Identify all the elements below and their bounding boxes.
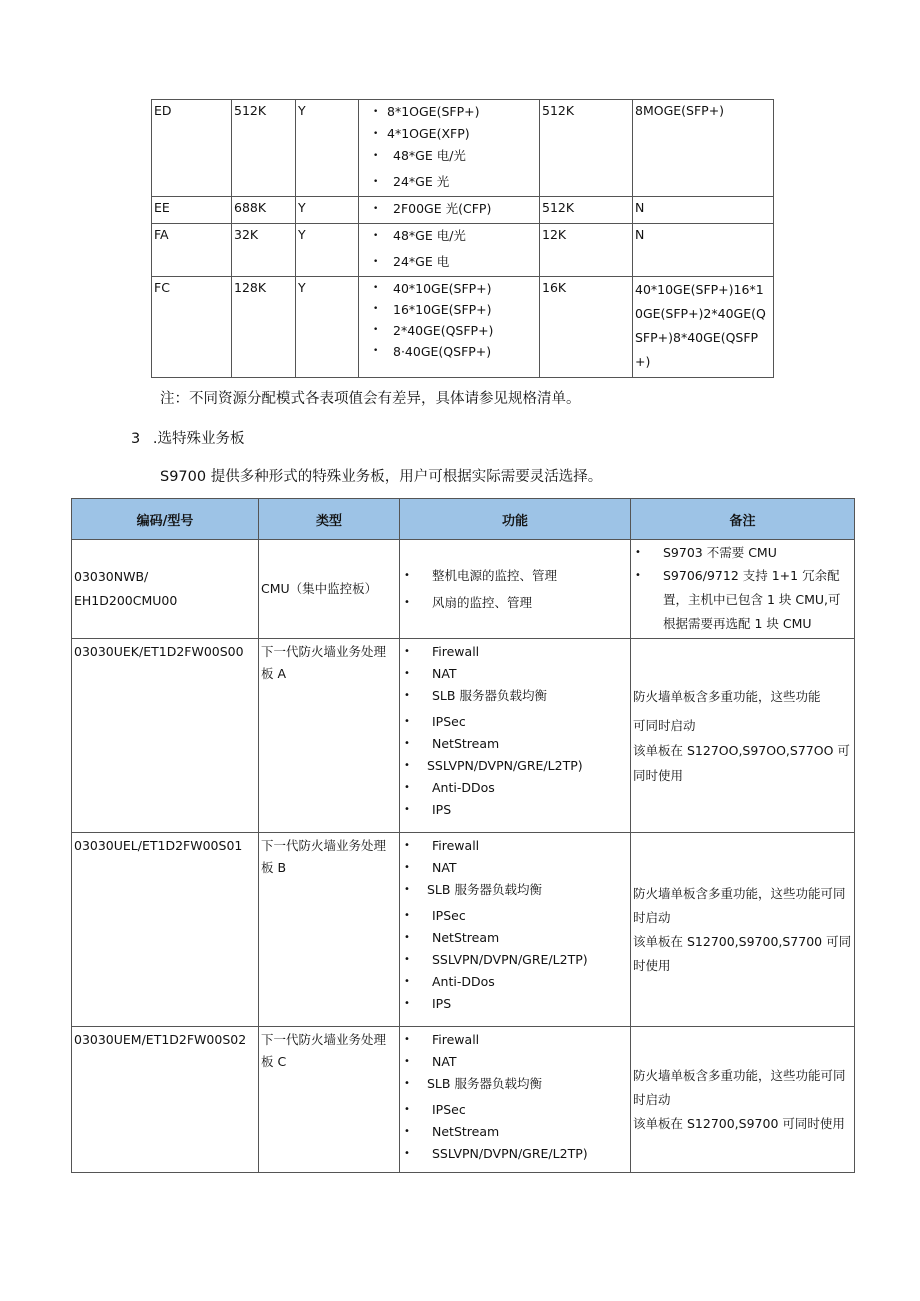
header-code: 编码/型号: [72, 499, 259, 540]
cell-function: [400, 639, 631, 833]
table-row: [72, 1027, 855, 1173]
cell-type: 下一代防火墙业务处理板 A: [259, 639, 400, 833]
header-type: 类型: [259, 499, 400, 540]
list-item: • NetStream: [402, 1121, 628, 1143]
list-item: • Anti-DDos: [402, 777, 628, 799]
remark-line: 防火墙单板含多重功能，这些功能可同时启动: [633, 1067, 846, 1107]
table-row: [72, 540, 855, 639]
cell-function: [400, 833, 631, 1027]
section-heading: [131, 427, 244, 448]
list-item: • SSLVPN/DVPN/GRE/L2TP): [402, 1143, 628, 1165]
service-board-table: [71, 498, 855, 1173]
table-header-row: [72, 499, 855, 540]
remark-line: 该单板在 S12700,S9700,S7700 可同时使用: [633, 933, 852, 973]
list-item: • 2F00GE 光(CFP): [373, 198, 537, 220]
cell-type: CMU（集中监控板）: [259, 540, 400, 639]
table-row: [152, 100, 774, 197]
list-item: • NetStream: [402, 927, 628, 949]
list-item: • Firewall: [402, 835, 628, 857]
cell: Y: [296, 197, 359, 224]
table-row: [152, 224, 774, 277]
remark-line: 可同时启动: [633, 717, 696, 733]
cell-type: 下一代防火墙业务处理板 B: [259, 833, 400, 1027]
list-item: • SSLVPN/DVPN/GRE/L2TP): [402, 949, 628, 971]
list-item: • SLB 服务器负载均衡: [402, 1073, 628, 1095]
cell-type: 下一代防火墙业务处理板 C: [259, 1027, 400, 1173]
cell-code: 03030UEK/ET1D2FW00S00: [72, 639, 259, 833]
cell: Y: [296, 224, 359, 277]
list-item: • 8·40GE(QSFP+): [373, 341, 537, 362]
cell: 40*10GE(SFP+)16*10GE(SFP+)2*40GE(QSFP+)8*40GE(QSFP+): [633, 277, 774, 378]
cell: N: [633, 224, 774, 277]
list-item: • S9703 不需要 CMU: [633, 542, 852, 564]
list-item: • S9706/9712 支持 1+1 冗余配置，主机中已包含 1 块 CMU,可根据需要再选配 1 块 CMU: [633, 564, 852, 636]
cell: 688K: [232, 197, 296, 224]
feature-cell: [359, 277, 540, 378]
list-item: • IPSec: [402, 905, 628, 927]
list-item: • 4*1OGE(XFP): [373, 123, 537, 145]
remark-line: 防火墙单板含多重功能，这些功能: [633, 688, 821, 704]
remark-line: 该单板在 S12700,S9700 可同时使用: [633, 1115, 845, 1131]
cell: 512K: [540, 100, 633, 197]
cell-code: 03030NWB/ EH1D200CMU00: [72, 540, 259, 639]
list-item: • 整机电源的监控、管理: [402, 562, 628, 589]
table-row: [152, 197, 774, 224]
list-item: • 48*GE 电/光: [373, 225, 537, 247]
list-item: • 2*40GE(QSFP+): [373, 320, 537, 341]
cell-function: [400, 540, 631, 639]
table-row: [152, 277, 774, 378]
cell: 128K: [232, 277, 296, 378]
list-item: • 8*1OGE(SFP+): [373, 101, 537, 123]
cell: 512K: [540, 197, 633, 224]
cell: 12K: [540, 224, 633, 277]
cell: FC: [152, 277, 232, 378]
table-row: [72, 639, 855, 833]
cell: 8MOGE(SFP+): [633, 100, 774, 197]
cell: 16K: [540, 277, 633, 378]
list-item: • NAT: [402, 857, 628, 879]
header-function: 功能: [400, 499, 631, 540]
cell: Y: [296, 277, 359, 378]
resource-table: [151, 99, 774, 378]
list-item: • IPSec: [402, 711, 628, 733]
remark-line: 防火墙单板含多重功能，这些功能可同时启动: [633, 885, 846, 925]
table-note: 注：不同资源分配模式各表项值会有差异，具体请参见规格清单。: [160, 391, 581, 407]
list-item: • NAT: [402, 663, 628, 685]
feature-cell: [359, 197, 540, 224]
cell-function: [400, 1027, 631, 1173]
cell-code: 03030UEM/ET1D2FW00S02: [72, 1027, 259, 1173]
cell-remark: [631, 540, 855, 639]
list-item: • Firewall: [402, 641, 628, 663]
cell: ED: [152, 100, 232, 197]
cell: 32K: [232, 224, 296, 277]
list-item: • 40*10GE(SFP+): [373, 278, 537, 299]
feature-cell: [359, 224, 540, 277]
list-item: • NetStream: [402, 733, 628, 755]
list-item: • 风扇的监控、管理: [402, 589, 628, 616]
list-item: • NAT: [402, 1051, 628, 1073]
list-item: • 48*GE 电/光: [373, 145, 537, 167]
list-item: • Anti-DDos: [402, 971, 628, 993]
cell: FA: [152, 224, 232, 277]
intro-paragraph: S9700 提供多种形式的特殊业务板，用户可根据实际需要灵活选择。: [160, 469, 603, 485]
list-item: • 24*GE 电: [373, 251, 537, 273]
list-item: • IPS: [402, 799, 628, 821]
feature-cell: [359, 100, 540, 197]
list-item: • SSLVPN/DVPN/GRE/L2TP): [402, 755, 628, 777]
cell: N: [633, 197, 774, 224]
list-item: • 16*10GE(SFP+): [373, 299, 537, 320]
list-item: • SLB 服务器负载均衡: [402, 685, 628, 707]
table-row: [72, 833, 855, 1027]
cell-code: 03030UEL/ET1D2FW00S01: [72, 833, 259, 1027]
section-title: .选特殊业务板: [152, 431, 245, 447]
header-remark: 备注: [631, 499, 855, 540]
list-item: • Firewall: [402, 1029, 628, 1051]
cell-remark: [631, 833, 855, 1027]
section-number: 3: [131, 431, 141, 447]
cell-remark: [631, 639, 855, 833]
cell: 512K: [232, 100, 296, 197]
list-item: • SLB 服务器负载均衡: [402, 879, 628, 901]
list-item: • 24*GE 光: [373, 171, 537, 193]
list-item: • IPSec: [402, 1099, 628, 1121]
cell: EE: [152, 197, 232, 224]
cell-remark: [631, 1027, 855, 1173]
cell: Y: [296, 100, 359, 197]
remark-line: 该单板在 S127OO,S97OO,S77OO 可同时使用: [633, 742, 850, 783]
list-item: • IPS: [402, 993, 628, 1015]
